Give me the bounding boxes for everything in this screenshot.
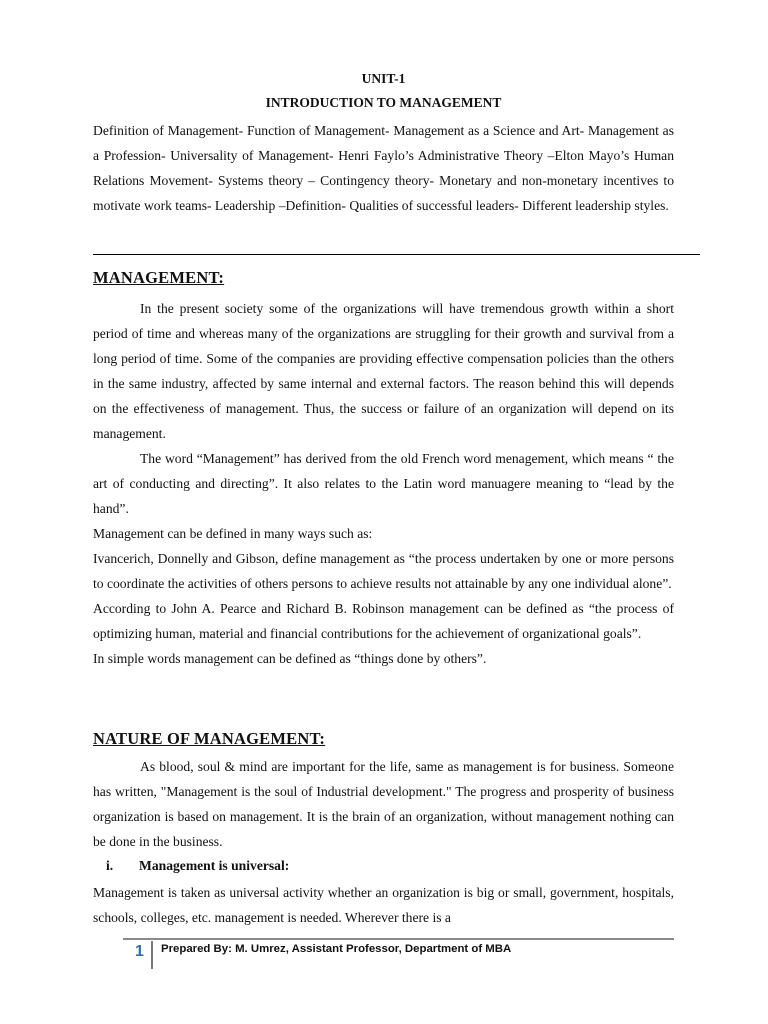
management-paragraph-5: According to John A. Pearce and Richard B. Robinson management can be defined as “the process of optimizing human, material and financial contributions for the achievement of organizational goals”. [93,601,674,641]
management-paragraph-2: The word “Management” has derived from the old French word menagement, which means “ the art of conducting and directing”. It also relates to the Latin word manuagere meaning to “lead by the hand”. [93,451,674,516]
sub-heading-text: Management is universal: [139,858,290,873]
management-paragraph-4: Ivancerich, Donnelly and Gibson, define management as “the process undertaken by one or more persons to coordinate the activities of others persons to achieve results not attainable by any one individual alone”. [93,551,674,591]
page-number: 1 [135,943,144,960]
universal-body [93,880,674,930]
divider-line [93,254,700,255]
page-number-separator [151,941,153,969]
management-body [93,296,674,671]
nature-paragraph: As blood, soul & mind are important for the life, same as management is for business. Someone has written, "Management is the soul of Industrial development." The progress and prosperity of business organization is based on management. It is the brain of an organization, without management nothing can be done in the business. [93,759,674,849]
nature-body [93,754,674,854]
sub-number: i. [106,858,114,873]
footer-divider [123,938,674,940]
management-paragraph-3: Management can be defined in many ways such as: [93,526,373,541]
nature-heading: NATURE OF MANAGEMENT: [93,729,326,748]
page-footer [123,941,674,971]
management-heading: MANAGEMENT: [93,268,225,287]
management-paragraph-6: In simple words management can be defined as “things done by others”. [93,651,487,666]
unit-label: UNIT-1 [361,71,406,86]
universal-paragraph: Management is taken as universal activity whether an organization is big or small, government, hospitals, schools, colleges, etc. management is needed. Wherever there is a [93,885,674,925]
page-title: INTRODUCTION TO MANAGEMENT [265,95,502,110]
management-paragraph-1: In the present society some of the organizations will have tremendous growth within a short period of time and whereas many of the organizations are struggling for their growth and survival from a long period of time. Some of the companies are providing effective compensation policies than the others in the same industry, affected by same internal and external factors. The reason behind this will depends on the effectiveness of management. Thus, the success or failure of an organization will depend on its management. [93,301,674,441]
prepared-by: Prepared By: M. Umrez, Assistant Professor, Department of MBA [161,943,512,955]
syllabus-text: Definition of Management- Function of Management- Management as a Science and Art- Management as a Profession- Universality of Management- Henri Faylo’s Administrative Theory –Elton Mayo’s Human Relations Movement- Systems theory – Contingency theory- Monetary and non-monetary incentives to motivate work teams- Leadership –Definition- Qualities of successful leaders- Different leadership styles. [93,123,674,213]
nature-subheading [93,855,674,877]
